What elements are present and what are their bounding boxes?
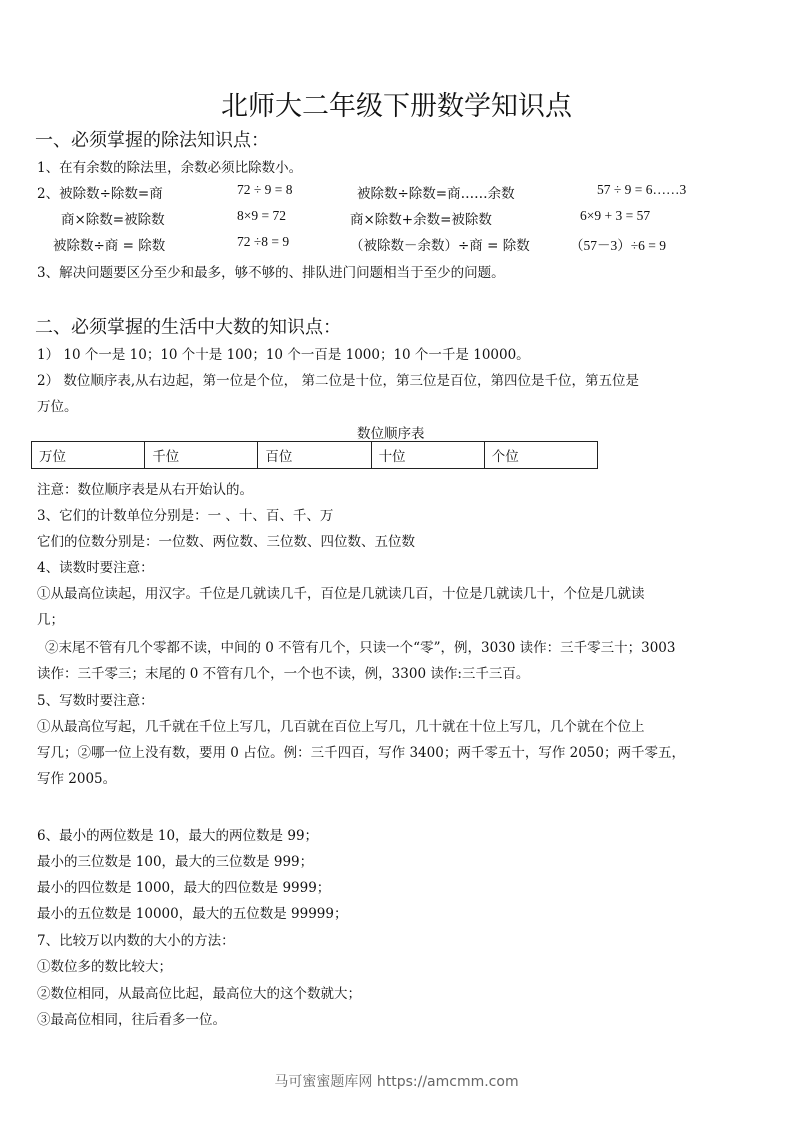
reading-rule-2-line2: 读作：三千零三；末尾的 0 不管有几个，一个也不读，例，3300 读作:三千三百。 (37, 666, 530, 682)
division-example-r1c4: 57 ÷ 9 = 6……3 (597, 182, 687, 197)
writing-rule-heading: 5、写数时要注意： (37, 693, 154, 709)
writing-rule-line3: 写作 2005。 (37, 771, 117, 787)
place-value-table-caption: 数位顺序表 (357, 426, 425, 442)
division-example-r3c4: （57－3）÷6 = 9 (570, 238, 667, 253)
reading-rule-2-line1: ②末尾不管有几个零都不读，中间的 0 不管有几个，只读一个“零”，例，3030 读作：三千零三十；3003 (45, 640, 676, 656)
reading-rule-heading: 4、读数时要注意： (37, 560, 154, 576)
place-value-cell: 个位 (484, 442, 597, 469)
min-max-three-digit: 最小的三位数是 100，最大的三位数是 999； (37, 854, 314, 870)
compare-method-heading: 7、比较万以内数的大小的方法： (37, 933, 235, 949)
digit-count-line: 它们的位数分别是：一位数、两位数、三位数、四位数、五位数 (37, 534, 415, 550)
section2-heading: 二、必须掌握的生活中大数的知识点： (35, 317, 341, 338)
footer-watermark: 马可蜜蜜题库网 https://amcmm.com (274, 1074, 519, 1090)
place-value-cell: 万位 (32, 442, 145, 469)
division-rule-1: 1、在有余数的除法里，余数必须比除数小。 (37, 160, 303, 176)
compare-method-2: ②数位相同，从最高位比起，最高位大的这个数就大； (37, 986, 361, 1002)
big-number-rule-2-line1: 2） 数位顺序表,从右边起，第一位是个位， 第二位是十位，第三位是百位，第四位是千位，第五位是 (37, 373, 639, 389)
place-value-cell: 千位 (145, 442, 258, 469)
division-example-r2c2: 8×9 = 72 (237, 208, 286, 223)
division-example-r3c2: 72 ÷8 = 9 (237, 234, 290, 249)
place-value-table (31, 441, 598, 469)
division-rule-3: 3、解决问题要区分至少和最多，够不够的、排队进门问题相当于至少的问题。 (37, 265, 505, 281)
counting-units-line: 3、它们的计数单位分别是：一 、十、百、千、万 (37, 508, 334, 524)
division-formula-r1c3: 被除数÷除数=商……余数 (357, 186, 515, 202)
division-formula-r3c1: 被除数÷商 = 除数 (53, 238, 166, 254)
division-example-r2c4: 6×9 + 3 = 57 (580, 208, 651, 223)
min-max-four-digit: 最小的四位数是 1000，最大的四位数是 9999； (37, 880, 331, 896)
place-value-note: 注意：数位顺序表是从右开始认的。 (37, 482, 253, 498)
min-max-five-digit: 最小的五位数是 10000，最大的五位数是 99999； (37, 906, 348, 922)
place-value-cell: 十位 (371, 442, 484, 469)
division-example-r1c2: 72 ÷ 9 = 8 (237, 182, 293, 197)
reading-rule-1-line1: ①从最高位读起，用汉字。千位是几就读几千，百位是几就读几百，十位是几就读几十，个位是几就读 (37, 586, 645, 602)
division-formula-r1c1: 2、被除数÷除数=商 (37, 186, 163, 202)
min-max-two-digit: 6、最小的两位数是 10，最大的两位数是 99； (37, 828, 319, 844)
division-formula-r2c3: 商×除数+余数=被除数 (350, 212, 492, 228)
compare-method-3: ③最高位相同，往后看多一位。 (37, 1012, 226, 1028)
big-number-rule-2-line2: 万位。 (37, 399, 78, 415)
big-number-rule-1: 1） 10 个一是 10；10 个十是 100；10 个一百是 1000；10 个一千是 10000。 (37, 347, 530, 363)
section1-heading: 一、必须掌握的除法知识点： (35, 130, 269, 151)
division-formula-r3c3: （被除数－余数）÷商 = 除数 (350, 238, 530, 254)
reading-rule-1-line2: 几； (37, 612, 64, 628)
writing-rule-line1: ①从最高位写起，几千就在千位上写几，几百就在百位上写几，几十就在十位上写几，几个就在个位上 (37, 719, 645, 735)
division-formula-r2c1: 商×除数=被除数 (61, 212, 165, 228)
place-value-cell: 百位 (258, 442, 371, 469)
writing-rule-line2: 写几；②哪一位上没有数，要用 0 占位。例：三千四百，写作 3400；两千零五十，写作 2050；两千零五， (37, 745, 685, 761)
page-title: 北师大二年级下册数学知识点 (221, 91, 572, 122)
compare-method-1: ①数位多的数比较大； (37, 959, 172, 975)
